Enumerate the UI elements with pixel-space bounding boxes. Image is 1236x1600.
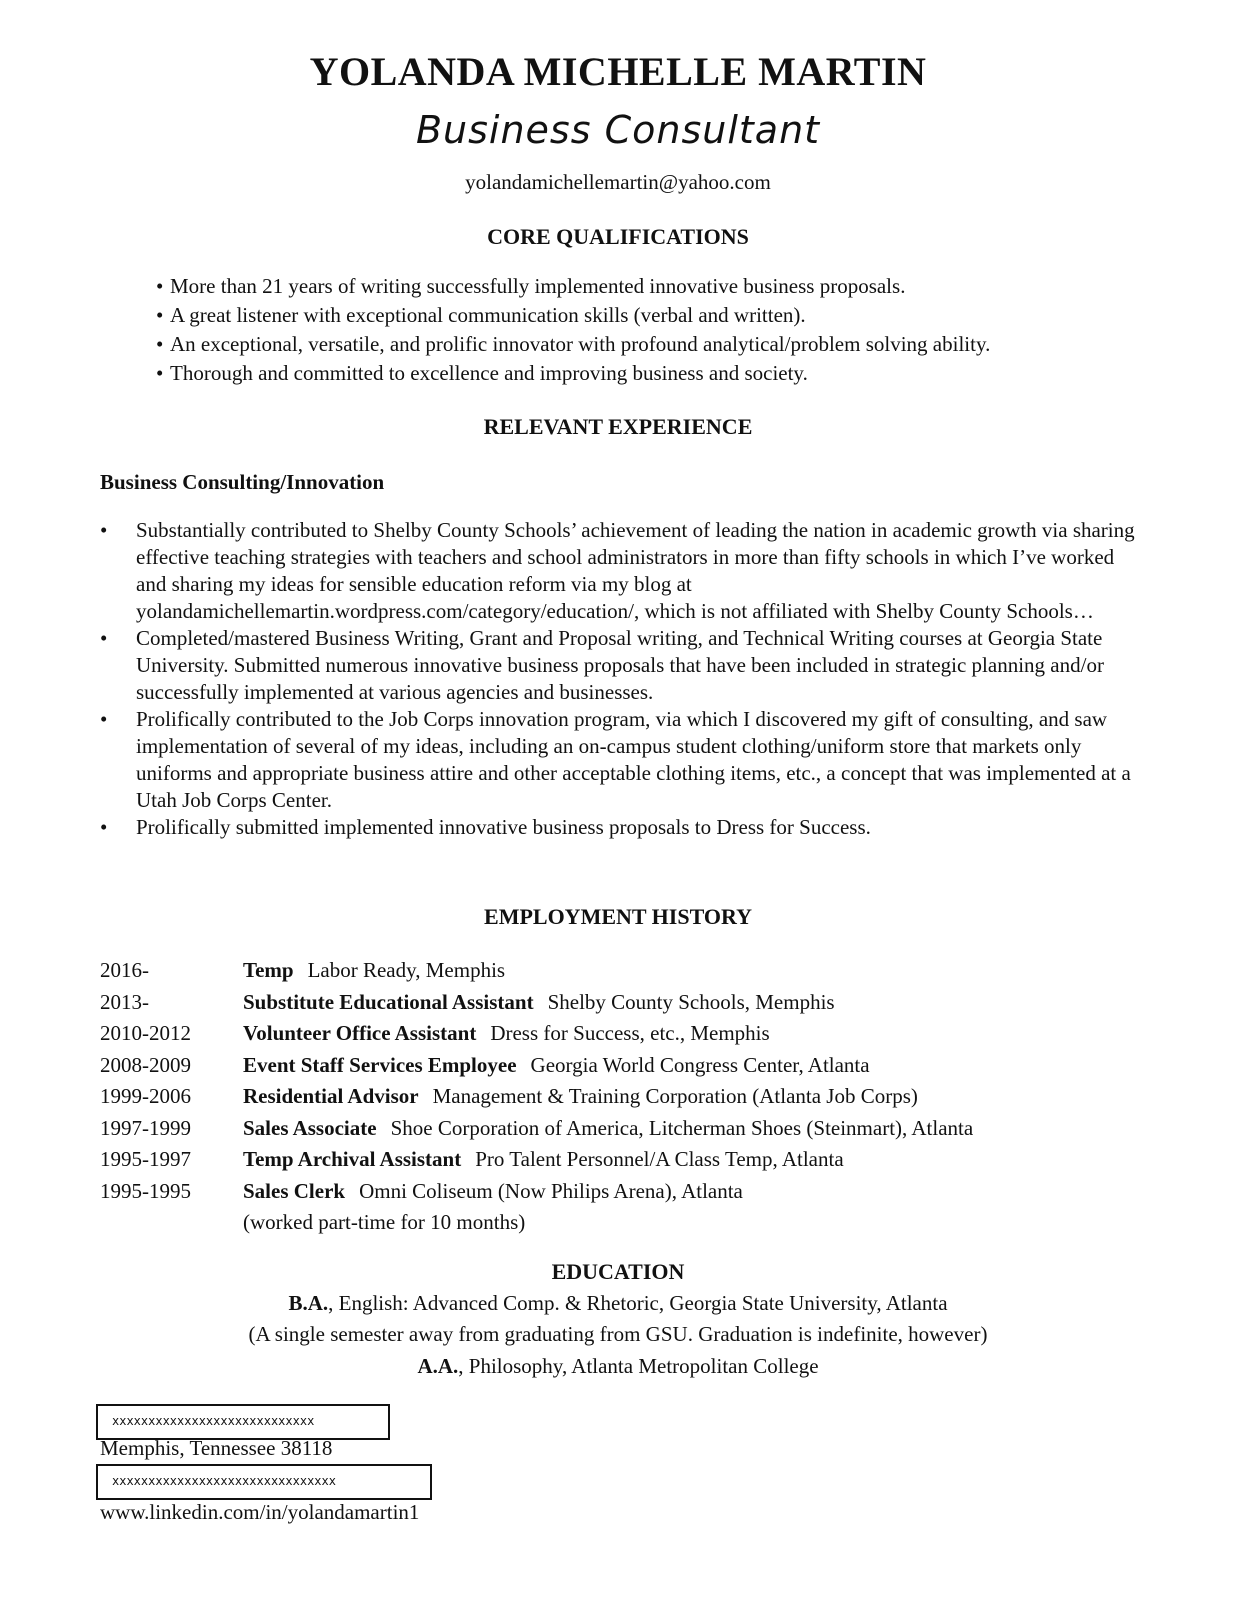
email-address[interactable]: yolandamichellemartin@yahoo.com	[465, 170, 771, 194]
linkedin-url[interactable]: www.linkedin.com/in/yolandamartin1	[100, 1500, 420, 1524]
list-item	[156, 272, 990, 301]
table-row	[100, 1176, 973, 1208]
ba-degree: B.A.	[288, 1291, 329, 1315]
employment-years: 1997-1999	[100, 1115, 191, 1140]
employment-years: 1995-1997	[100, 1147, 191, 1171]
aa-detail: , Philosophy, Atlanta Metropolitan College	[458, 1354, 819, 1378]
experience-text: Substantially contributed to Shelby County Schools’ achievement of leading the nation in academic growth via sharing effective teaching strategies with teachers and school administrators in more than fifty schools in which I’ve worked and sharing my ideas for sensible education reform via my blog at yolandamichellemartin.wordpress.com/category/education/, which is not affiliated with Shelby County Schools…	[136, 518, 1135, 623]
education-aa	[0, 1354, 1236, 1379]
employment-table	[100, 955, 973, 1239]
table-row	[100, 1144, 973, 1176]
table-row	[100, 955, 973, 987]
employment-title: Sales Associate	[243, 1115, 377, 1140]
employment-years: 2008-2009	[100, 1052, 191, 1077]
employment-employer: Omni Coliseum (Now Philips Arena), Atlanta	[359, 1178, 743, 1203]
employment-years: 2016-	[100, 958, 149, 982]
table-row	[100, 1113, 973, 1145]
qualification-text: Thorough and committed to excellence and improving business and society.	[170, 361, 808, 385]
experience-subheading: Business Consulting/Innovation	[100, 470, 385, 494]
list-item	[156, 330, 990, 359]
list-item	[100, 517, 1140, 625]
resume-title: Business Consultant	[415, 108, 821, 152]
list-item	[100, 814, 1140, 841]
aa-degree: A.A.	[417, 1354, 459, 1378]
table-row	[100, 1018, 973, 1050]
employment-title: Event Staff Services Employee	[243, 1052, 517, 1077]
experience-list	[100, 517, 1140, 841]
core-qualifications-list	[156, 272, 990, 388]
employment-title: Volunteer Office Assistant	[243, 1021, 477, 1045]
employment-employer: Shelby County Schools, Memphis	[547, 989, 835, 1014]
list-item	[100, 625, 1140, 706]
education-ba-note: (A single semester away from graduating from GSU. Graduation is indefinite, however)	[248, 1322, 988, 1346]
resume-name: YOLANDA MICHELLE MARTIN	[309, 49, 927, 94]
table-row	[100, 1081, 973, 1113]
education-ba	[0, 1291, 1236, 1316]
experience-text: Prolifically contributed to the Job Corps innovation program, via which I discovered my gift of consulting, and saw implementation of several of my ideas, including an on-campus student clothing/uniform store that markets only uniforms and appropriate business attire and other acceptable clothing items, etc., a concept that was implemented at a Utah Job Corps Center.	[136, 707, 1131, 812]
core-qualifications-heading: CORE QUALIFICATIONS	[487, 224, 749, 249]
employment-history-heading: EMPLOYMENT HISTORY	[484, 904, 752, 929]
qualification-text: More than 21 years of writing successfully implemented innovative business proposals.	[170, 274, 906, 298]
employment-note: (worked part-time for 10 months)	[243, 1210, 526, 1234]
employment-years: 2010-2012	[100, 1021, 191, 1045]
employment-employer: Management & Training Corporation (Atlanta Job Corps)	[432, 1084, 918, 1108]
list-item	[100, 706, 1140, 814]
relevant-experience-heading: RELEVANT EXPERIENCE	[483, 414, 753, 439]
table-row	[100, 1050, 973, 1082]
experience-text: Completed/mastered Business Writing, Grant and Proposal writing, and Technical Writing courses at Georgia State University. Submitted numerous innovative business proposals that have been included in strategic planning and/or successfully implemented at various agencies and businesses.	[136, 626, 1104, 704]
list-item	[156, 359, 990, 388]
employment-employer: Dress for Success, etc., Memphis	[490, 1021, 770, 1045]
list-item	[156, 301, 990, 330]
employment-years: 1995-1995	[100, 1178, 191, 1203]
employment-employer: Labor Ready, Memphis	[307, 958, 506, 982]
table-row	[100, 987, 973, 1019]
employment-years: 1999-2006	[100, 1084, 191, 1108]
employment-years: 2013-	[100, 989, 149, 1014]
qualification-text: A great listener with exceptional communication skills (verbal and written).	[170, 303, 806, 327]
employment-employer: Pro Talent Personnel/A Class Temp, Atlanta	[475, 1147, 844, 1171]
employment-employer: Shoe Corporation of America, Litcherman Shoes (Steinmart), Atlanta	[390, 1115, 974, 1140]
qualification-text: An exceptional, versatile, and prolific innovator with profound analytical/problem solving ability.	[170, 332, 991, 356]
experience-text: Prolifically submitted implemented innovative business proposals to Dress for Success.	[136, 815, 871, 839]
redacted-phone-box: xxxxxxxxxxxxxxxxxxxxxxxxxxxxxxx	[96, 1464, 432, 1500]
employment-employer: Georgia World Congress Center, Atlanta	[530, 1052, 870, 1077]
ba-detail: , English: Advanced Comp. & Rhetoric, Georgia State University, Atlanta	[328, 1291, 948, 1315]
education-heading: EDUCATION	[551, 1259, 685, 1284]
employment-title: Substitute Educational Assistant	[243, 989, 534, 1014]
employment-title: Temp Archival Assistant	[243, 1147, 462, 1171]
employment-title: Residential Advisor	[243, 1084, 419, 1108]
employment-title: Temp	[243, 958, 294, 982]
redacted-address-box: xxxxxxxxxxxxxxxxxxxxxxxxxxxx	[96, 1404, 390, 1440]
city-state-zip: Memphis, Tennessee 38118	[100, 1436, 333, 1460]
employment-title: Sales Clerk	[243, 1178, 346, 1203]
